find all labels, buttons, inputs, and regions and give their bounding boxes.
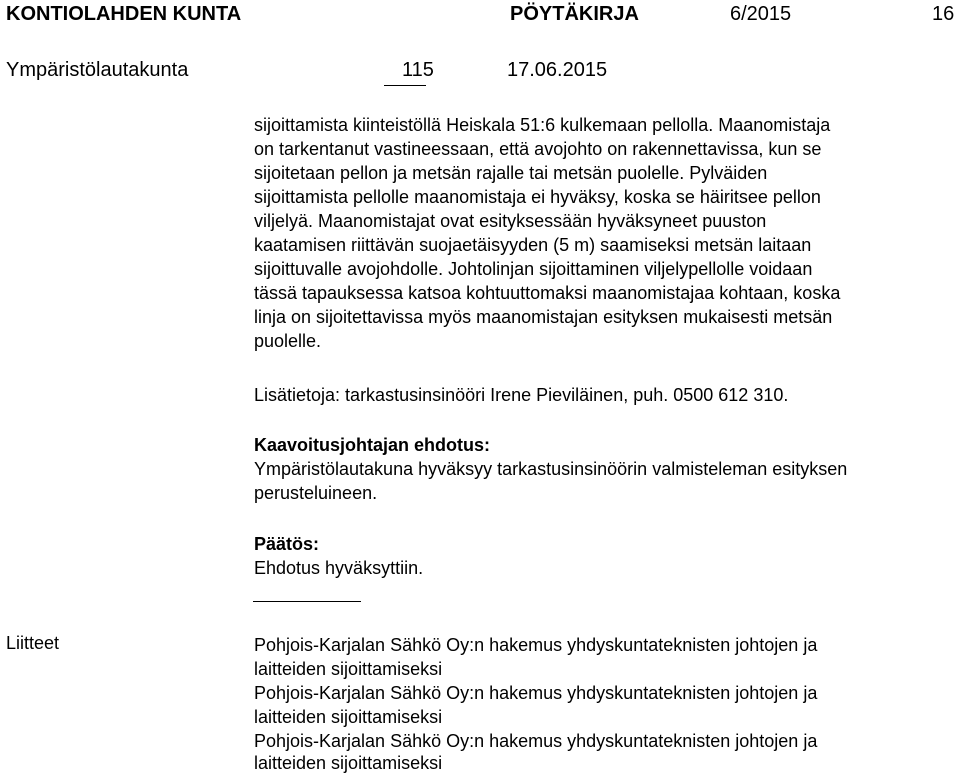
paragraph-line: puolelle. xyxy=(254,331,322,351)
paragraph-line: on tarkentanut vastineessaan, että avojohto on rakennettavissa, kun se xyxy=(254,139,822,159)
section-number: 115 xyxy=(402,59,434,81)
section-number-underline xyxy=(384,85,426,86)
paragraph-line: kaatamisen riittävän suojaetäisyyden (5 m) saamiseksi metsän laitaan xyxy=(254,235,812,255)
paragraph-line: linja on sijoitettavissa myös maanomistajan esityksen mukaisesti metsän xyxy=(254,307,833,327)
attachment-item-line: Pohjois-Karjalan Sähkö Oy:n hakemus yhdyskuntateknisten johtojen ja xyxy=(254,731,818,751)
proposal-heading: Kaavoitusjohtajan ehdotus: xyxy=(254,435,491,455)
page-number: 16 xyxy=(932,3,955,25)
attachment-item-line: Pohjois-Karjalan Sähkö Oy:n hakemus yhdyskuntateknisten johtojen ja xyxy=(254,635,818,655)
signature-rule xyxy=(253,601,361,602)
attachment-item-line: laitteiden sijoittamiseksi xyxy=(254,707,443,727)
document-number: 6/2015 xyxy=(730,3,792,25)
paragraph-line: tässä tapauksessa katsoa kohtuuttomaksi maanomistajaa kohtaan, koska xyxy=(254,283,841,303)
contact-info: Lisätietoja: tarkastusinsinööri Irene Pieviläinen, puh. 0500 612 310. xyxy=(254,385,789,405)
decision-text: Ehdotus hyväksyttiin. xyxy=(254,558,424,578)
paragraph-line: sijoittamista pellolle maanomistaja ei hyväksy, koska se häiritsee pellon xyxy=(254,187,821,207)
proposal-line: perusteluineen. xyxy=(254,483,378,503)
paragraph-line: sijoittuvalle avojohdolle. Johtolinjan sijoittaminen viljelypellolle voidaan xyxy=(254,259,813,279)
paragraph-line: sijoitetaan pellon ja metsän rajalle tai metsän puolelle. Pylväiden xyxy=(254,163,768,183)
decision-heading: Päätös: xyxy=(254,534,320,554)
organization-name: KONTIOLAHDEN KUNTA xyxy=(6,3,242,25)
attachment-item-line: Pohjois-Karjalan Sähkö Oy:n hakemus yhdyskuntateknisten johtojen ja xyxy=(254,683,818,703)
attachment-item-line: laitteiden sijoittamiseksi xyxy=(254,659,443,679)
attachments-label: Liitteet xyxy=(6,633,60,653)
paragraph-line: sijoittamista kiinteistöllä Heiskala 51:6 kulkemaan pellolla. Maanomistaja xyxy=(254,115,831,135)
paragraph-line: viljelyä. Maanomistajat ovat esityksessään hyväksyneet puuston xyxy=(254,211,767,231)
committee-name: Ympäristölautakunta xyxy=(6,59,189,81)
proposal-line: Ympäristölautakuna hyväksyy tarkastusinsinöörin valmisteleman esityksen xyxy=(254,459,848,479)
meeting-date: 17.06.2015 xyxy=(507,59,608,81)
attachment-item-line: laitteiden sijoittamiseksi xyxy=(254,753,443,773)
document-type: PÖYTÄKIRJA xyxy=(510,3,639,25)
